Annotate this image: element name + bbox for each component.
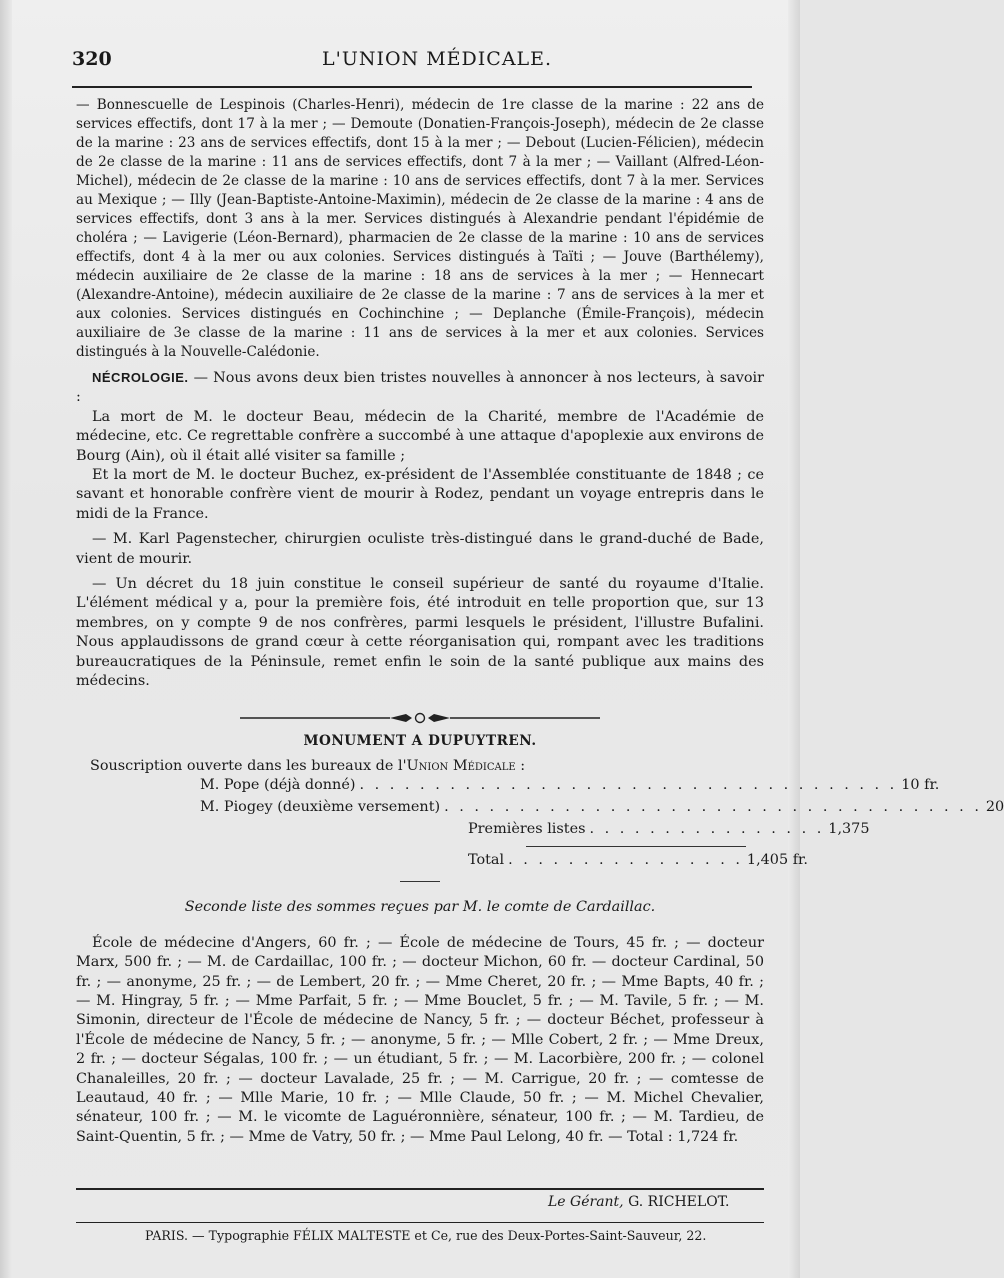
subscription-list bbox=[200, 776, 1004, 820]
necrologie-beau: La mort de M. le docteur Beau, médecin de la Charité, membre de l'Académie de médecine, etc. Ce regrettable confrère a succombé à une attaque d'apoplexie aux environs de Bourg (Ain), où il était allé visiter sa famille ; bbox=[76, 408, 764, 464]
second-list-title: Seconde liste des sommes reçues par M. le comte de Cardaillac. bbox=[184, 899, 656, 916]
monument-title: MONUMENT A DUPUYTREN. bbox=[303, 732, 537, 749]
necrologie-paragraph bbox=[76, 368, 764, 408]
previous-lists-row: Premières listes . . . . . . . . . . . . . . . . 1,375 bbox=[468, 821, 870, 838]
footer-rule bbox=[76, 1188, 764, 1190]
promotions-paragraph: — Bonnescuelle de Lespinois (Charles-Henri), médecin de 1re classe de la marine : 22 ans de services effectifs, dont 17 à la mer ; — Demoute (Donatien-François-Joseph), médecin de 2e classe de la marine : 23 ans de services effectifs, dont 15 à la mer ; — Debout (Lucien-Félicien), médecin de 2e classe de la marine : 11 ans de services effectifs, dont 7 à la mer ; — Vaillant (Alfred-Léon-Michel), médecin de 2e classe de la marine : 10 ans de services effectifs, dont 7 à la mer. Services au Mexique ; — Illy (Jean-Baptiste-Antoine-Maximin), médecin de 2e classe de la marine : 4 ans de services effectifs, dont 3 ans à la mer. Services distingués à Alexandrie pendant l'épidémie de choléra ; — Lavigerie (Léon-Bernard), pharmacien de 2e classe de la marine : 10 ans de services effectifs, dont 4 à la mer ou aux colonies. Services distingués à Taïti ; — Jouve (Barthélemy), médecin auxiliaire de 2e classe de la marine : 18 ans de services à la mer ; — Hennecart (Alexandre-Antoine), médecin auxiliaire de 2e classe de la marine : 7 ans de services à la mer et aux colonies. Services distingués en Cochinchine ; — Deplanche (Émile-François), médecin auxiliaire de 3e classe de la marine : 11 ans de services à la mer et aux colonies. Services distingués à la Nouvelle-Calédonie. bbox=[76, 97, 764, 360]
running-title: L'UNION MÉDICALE. bbox=[322, 48, 553, 70]
necrologie-buchez: Et la mort de M. le docteur Buchez, ex-président de l'Assemblée constituante de 1848 ; ce savant et honorable confrère vient de mourir à Rodez, pendant un voyage entrepris dans le midi de la France. bbox=[76, 467, 764, 522]
pagenstecher-paragraph: — M. Karl Pagenstecher, chirurgien oculiste très-distingué dans le grand-duché de Bade, vient de mourir. bbox=[76, 531, 764, 567]
necrologie-lead: — Nous avons deux bien tristes nouvelles à annoncer à nos lecteurs, à savoir : bbox=[76, 370, 764, 406]
total-rule bbox=[526, 846, 746, 847]
subscription-line: Souscription ouverte dans les bureaux de l'Union Médicale : bbox=[90, 757, 526, 774]
ornament-divider bbox=[76, 712, 764, 724]
subscription-row: M. Piogey (deuxième versement) . . . . . . . . . . . . . . . . . . . . . . . . . . . . . . . . . . . . 20 bbox=[200, 799, 1004, 816]
header-rule bbox=[72, 86, 752, 88]
page-right-edge bbox=[788, 0, 800, 1278]
footer-rule-bottom bbox=[76, 1222, 764, 1223]
gerant-signature: Le Gérant, G. RICHELOT. bbox=[548, 1194, 730, 1210]
previous-lists bbox=[468, 820, 870, 842]
subscription-row: M. Pope (déjà donné) . . . . . . . . . . . . . . . . . . . . . . . . . . . . . . . . . . . . 10 fr. bbox=[200, 777, 940, 794]
printer-imprint: PARIS. — Typographie FÉLIX MALTESTE et Ce, rue des Deux-Portes-Saint-Sauveur, 22. bbox=[145, 1228, 707, 1243]
page-left-edge bbox=[0, 0, 12, 1278]
ornament-icon bbox=[240, 712, 600, 724]
short-divider bbox=[400, 881, 440, 882]
second-list-body: École de médecine d'Angers, 60 fr. ; — École de médecine de Tours, 45 fr. ; — docteur Marx, 500 fr. ; — M. de Cardaillac, 100 fr. ; — docteur Michon, 60 fr. — docteur Cardinal, 50 fr. ; — anonyme, 25 fr. ; — de Lembert, 20 fr. ; — Mme Cheret, 20 fr. ; — Mme Bapts, 40 fr. ; — M. Hingray, 5 fr. ; — Mme Parfait, 5 fr. ; — Mme Bouclet, 5 fr. ; — M. Tavile, 5 fr. ; — M. Simonin, directeur de l'École de médecine de Nancy, 5 fr. ; — docteur Béchet, professeur à l'École de médecine de Nancy, 5 fr. ; — anonyme, 5 fr. ; — Mlle Cobert, 2 fr. ; — Mme Dreux, 2 fr. ; — docteur Ségalas, 100 fr. ; — un étudiant, 5 fr. ; — M. Lacorbière, 200 fr. ; — colonel Chanaleilles, 20 fr. ; — docteur Lavalade, 25 fr. ; — M. Carrigue, 20 fr. ; — comtesse de Leautaud, 40 fr. ; — Mlle Marie, 10 fr. ; — Mlle Claude, 50 fr. ; — M. Michel Chevalier, sénateur, 100 fr. ; — M. le vicomte de Laguéronnière, sénateur, 100 fr. ; — M. Tardieu, de Saint-Quentin, 5 fr. ; — Mme de Vatry, 50 fr. ; — Mme Paul Lelong, 40 fr. — Total : 1,724 fr. bbox=[76, 934, 764, 1145]
page-body bbox=[76, 96, 1004, 1147]
total-row: Total . . . . . . . . . . . . . . . . 1,405 fr. bbox=[468, 852, 808, 869]
necrologie-label: NÉCROLOGIE. bbox=[92, 370, 189, 385]
journal-name: Union Médicale bbox=[406, 757, 516, 774]
page-header bbox=[72, 48, 752, 78]
decret-paragraph: — Un décret du 18 juin constitue le conseil supérieur de santé du royaume d'Italie. L'élément médical y a, pour la première fois, été introduit en telle proportion que, sur 13 membres, on y compte 9 de nos confrères, parmi lesquels le président, l'illustre Bufalini. Nous applaudissons de grand cœur à cette réorganisation qui, rompant avec les traditions bureaucratiques de la Péninsule, remet enfin le soin de la santé publique aux mains des médecins. bbox=[76, 576, 764, 690]
page-number: 320 bbox=[72, 48, 112, 70]
total bbox=[468, 851, 808, 873]
